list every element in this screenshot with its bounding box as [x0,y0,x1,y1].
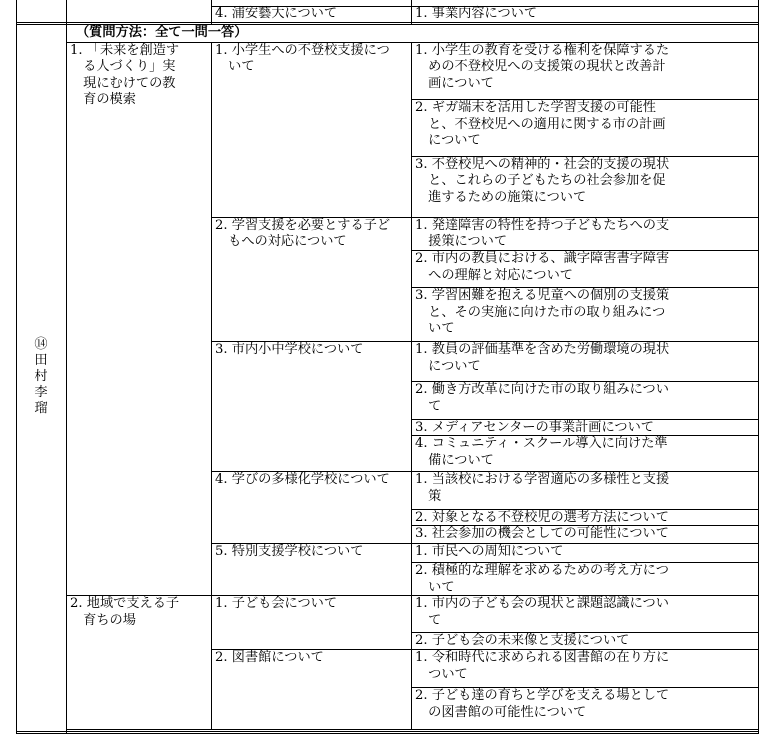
table-bottom-rule [16,731,759,732]
topic-col-line [411,42,412,730]
item-cell [415,596,669,629]
topic-cell [215,650,324,667]
item-cell-line: 4. コミュニティ・スクール導入に向けた準 [415,436,668,451]
question-method-label: （質問方法：全て一問一答） [76,25,248,40]
table-right-border [758,0,759,733]
item-cell-line: 3. メディアセンターの事業計画について [415,420,654,435]
topic-cell-line: 1. 子ども会について [215,596,338,611]
topic-cell-line: 3. 市内小中学校について [215,342,364,357]
item-cell-line: への理解と対応について [415,267,573,283]
item-cell [415,218,669,251]
person-col-line [66,0,67,733]
item-cell [415,436,668,469]
item-cell [415,472,669,505]
prev-item-cell [415,6,537,23]
item-cell-line: て [415,612,442,628]
item-cell-line: 2. 子ども達の育ちと学びを支える場として [415,688,670,703]
prev-topic-cell [215,6,337,23]
topic-cell-line: 1. 小学生への不登校支援につ [215,42,390,58]
theme-cell-line: 現にむけての教 [70,75,176,91]
theme-cell-line: る人づくり」実 [70,59,176,74]
topic-cell-line: 2. 図書館について [215,650,324,665]
item-cell-line: 1. 小学生の教育を受ける権利を保障するた [415,42,670,58]
question-table [16,0,758,746]
topic-cell [215,218,390,251]
item-cell-line: 2. ギガ端末を活用した学習支援の可能性 [415,100,656,115]
theme-cell [70,43,179,109]
item-cell [415,526,669,543]
item-cell-line: 1. 当該校における学習適応の多様性と支援 [415,472,670,487]
item-cell-line: いて [415,321,455,336]
item-cell-line: ついて [415,666,468,682]
topic-cell-line: 4. 学びの多様化学校について [215,472,390,487]
item-cell-line: について [415,133,481,148]
section-double-rule [16,22,759,23]
item-cell-line: の図書館の可能性について [415,704,587,720]
questioner-name: ⑭ 田 村 李 瑠 [34,336,48,416]
theme-cell-line: 育ちの場 [70,612,136,628]
item-cell [415,650,669,683]
item-cell [415,288,669,338]
item-cell-line: 2. 積極的な理解を求めるための考え方につ [415,563,669,578]
item-cell [415,633,629,650]
prev-topic-cell-line: 4. 浦安藝大について [215,6,338,21]
item-cell-line: 3. 不登校児への精神的・社会的支援の現状 [415,156,670,172]
item-cell-line: 1. 市内の子ども会の現状と課題認識につい [415,596,669,611]
topic-cell [215,472,390,489]
item-cell-line: 1. 令和時代に求められる図書館の在り方に [415,650,670,665]
item-cell-line: 1. 市民への周知について [415,544,564,559]
item-cell-line: いて [415,579,455,595]
item-cell-line: 2. 市内の教員における、識字障害書字障害 [415,251,670,266]
item-cell [415,157,669,207]
table-bottom-rule [16,733,759,734]
topic-cell-line: いて [215,59,255,74]
topic-cell-line: 2. 学習支援を必要とする子ど [215,217,391,233]
item-cell-line: 3. 学習困難を抱える児童への個別の支援策 [415,288,670,303]
theme-cell-line: 1. 「未来を創造す [70,42,180,58]
theme-cell [70,596,179,629]
topic-cell-line: もへの対応について [215,234,347,249]
item-cell-line: 2. 子ども会の未来像と支援について [415,633,630,648]
item-cell-line: 援策について [415,234,508,249]
item-cell-line: 3. 社会参加の機会としての可能性について [415,526,669,541]
theme-cell-line: 育の模索 [70,92,136,107]
item-cell [415,342,669,375]
topic-cell [215,596,337,613]
item-cell [415,688,669,721]
item-cell [415,43,669,93]
item-cell-line: 進するための施策について [415,189,587,205]
theme-cell-line: 2. 地域で支える子 [70,596,180,611]
topic-cell [215,342,363,359]
item-cell [415,100,666,150]
theme-col-line [211,42,212,730]
item-cell-line: 2. 対象となる不登校児の選考方法について [415,510,669,525]
item-cell-line: と、これらの子どもたちの社会参加を促 [415,173,666,188]
item-cell-line: 1. 教員の評価基準を含めた労働環境の現状 [415,342,670,357]
table-left-border [16,0,17,733]
item-cell-line: 策 [415,488,442,504]
item-cell-line: めの不登校児への支援策の現状と改善計 [415,59,666,74]
topic-bottom-line [66,729,759,730]
item-cell-line: について [415,358,481,374]
topic-cell [215,43,390,76]
prev-item-cell-line: 1. 事業内容について [415,6,538,21]
item-cell-line: と、不登校児への適用に関する市の計画 [415,116,666,132]
item-cell-line: と、その実施に向けた市の取り組みにつ [415,304,666,320]
item-cell-line: 画について [415,75,494,91]
topic-cell-line: 5. 特別支援学校について [215,544,364,559]
topic-cell [215,544,363,561]
item-cell [415,251,669,284]
item-cell-line: 1. 発達障害の特性を持つ子どもたちへの支 [415,217,670,233]
item-cell-line: て [415,398,442,414]
item-cell [415,563,669,596]
item-cell [415,382,669,415]
item-cell [415,544,563,561]
item-cell-line: 2. 働き方改革に向けた市の取り組みについ [415,382,669,397]
item-cell-line: 備について [415,452,494,468]
